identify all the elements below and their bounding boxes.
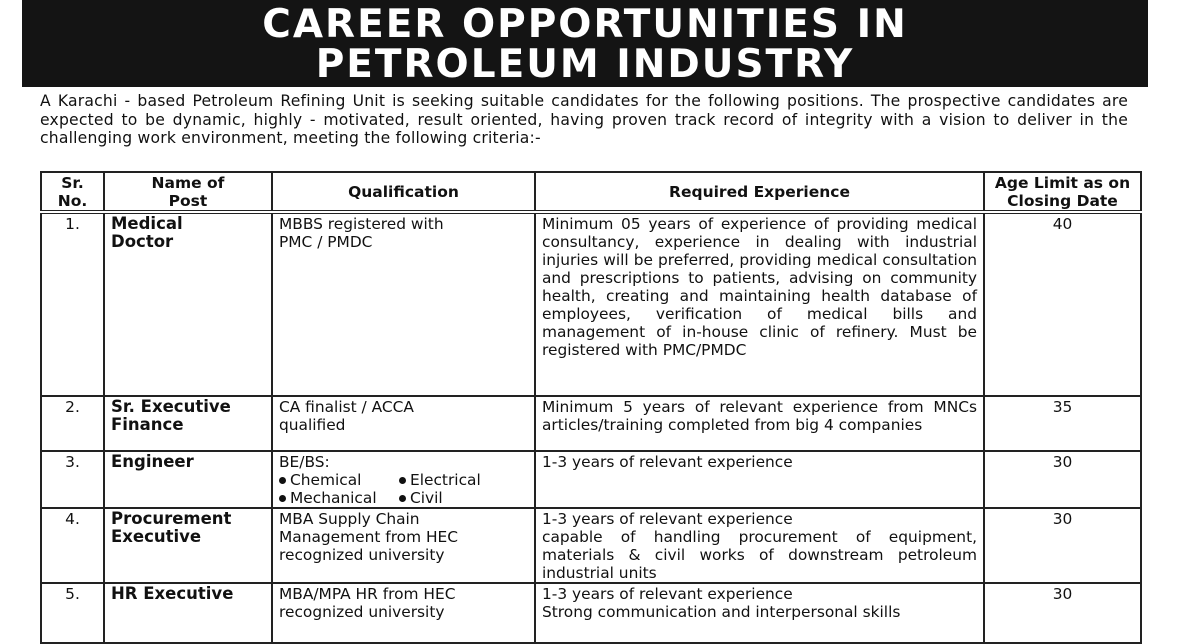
bullet-icon — [279, 495, 286, 502]
header-age-limit: Age Limit as on Closing Date — [984, 172, 1141, 212]
bullet-item: Mechanical — [279, 489, 399, 507]
row-post: Procurement Executive — [104, 508, 272, 583]
table-row — [41, 583, 1141, 643]
intro-paragraph: A Karachi - based Petroleum Refining Unit is seeking suitable candidates for the following positions. The prospective candidates are expected to be dynamic, highly - motivated, result oriented, having proven track record of integrity with a vision to deliver in the challenging work environment, meeting the following criteria:- — [40, 92, 1128, 147]
positions-table — [40, 171, 1142, 644]
row-age: 40 — [984, 212, 1141, 396]
table-row — [41, 508, 1141, 583]
bullet-item: Chemical — [279, 471, 399, 489]
row-qualification: MBA Supply Chain Management from HEC recognized university — [272, 508, 535, 583]
bullet-item: Electrical — [399, 471, 509, 489]
row-sr: 4. — [41, 508, 104, 583]
row-experience: 1-3 years of relevant experience capable of handling procurement of equipment, materials & civil works of downstream petroleum industrial units — [535, 508, 984, 583]
row-age: 30 — [984, 508, 1141, 583]
table-header-row — [41, 172, 1141, 212]
bullet-icon — [279, 477, 286, 484]
advertisement-page — [22, 0, 1148, 628]
header-post: Name of Post — [104, 172, 272, 212]
row-qualification: MBA/MPA HR from HEC recognized university — [272, 583, 535, 643]
bullet-icon — [399, 477, 406, 484]
row-post: Sr. Executive Finance — [104, 396, 272, 451]
row-sr: 3. — [41, 451, 104, 508]
row-qualification: CA finalist / ACCA qualified — [272, 396, 535, 451]
row-age: 30 — [984, 583, 1141, 643]
row-post: HR Executive — [104, 583, 272, 643]
table-row — [41, 212, 1141, 396]
row-experience: Minimum 05 years of experience of providing medical consultancy, experience in dealing with industrial injuries will be preferred, providing medical consultation and prescriptions to patients, advising on community health, creating and maintaining health database of employees, verification of medical bills and management of in-house clinic of refinery. Must be registered with PMC/PMDC — [535, 212, 984, 396]
row-sr: 5. — [41, 583, 104, 643]
row-post: Medical Doctor — [104, 212, 272, 396]
row-qualification: BE/BS: Chemical Electrical Mechanical Civil — [272, 451, 535, 508]
table-row — [41, 396, 1141, 451]
row-experience: 1-3 years of relevant experience — [535, 451, 984, 508]
title-line-1: CAREER OPPORTUNITIES IN — [262, 2, 908, 47]
row-experience: Minimum 5 years of relevant experience from MNCs articles/training completed from big 4 companies — [535, 396, 984, 451]
row-age: 30 — [984, 451, 1141, 508]
row-qualification: MBBS registered with PMC / PMDC — [272, 212, 535, 396]
header-qualification: Qualification — [272, 172, 535, 212]
header-experience: Required Experience — [535, 172, 984, 212]
bullet-icon — [399, 495, 406, 502]
table-row — [41, 451, 1141, 508]
title-line-2: PETROLEUM INDUSTRY — [315, 42, 855, 87]
header-sr-no: Sr. No. — [41, 172, 104, 212]
row-experience: 1-3 years of relevant experience Strong communication and interpersonal skills — [535, 583, 984, 643]
row-post: Engineer — [104, 451, 272, 508]
row-sr: 2. — [41, 396, 104, 451]
row-sr: 1. — [41, 212, 104, 396]
row-age: 35 — [984, 396, 1141, 451]
title-banner — [22, 0, 1148, 87]
bullet-item: Civil — [399, 489, 509, 507]
